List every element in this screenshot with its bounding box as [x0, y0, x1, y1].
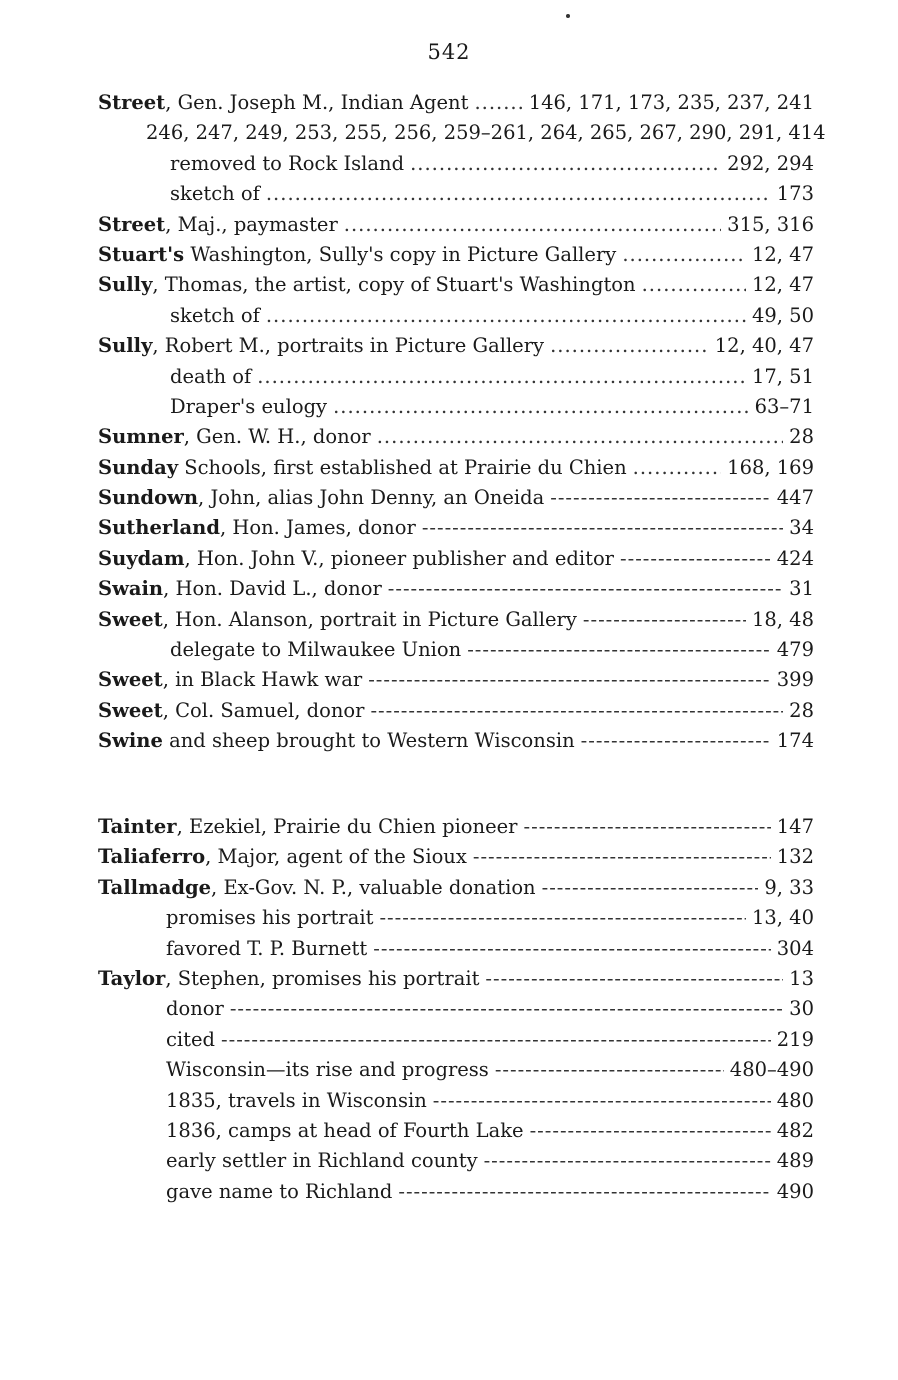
- index-entry: [98, 513, 814, 543]
- entry-description: , Robert M., portraits in Picture Gallery: [152, 334, 545, 358]
- entry-description: 246, 247, 249, 253, 255, 256, 259–261, 264, 265, 267, 290, 291, 414: [146, 121, 826, 145]
- dot-leader: [633, 453, 722, 483]
- entry-text: [166, 1055, 489, 1085]
- dot-leader: [344, 210, 721, 240]
- entry-headword: Sweet: [98, 668, 163, 692]
- index-entry: [98, 270, 814, 300]
- entry-description: , Hon. Alanson, portrait in Picture Gallery: [162, 607, 577, 631]
- entry-text: [98, 88, 468, 118]
- dot-leader: [484, 1146, 771, 1176]
- entry-description: cited: [166, 1027, 216, 1051]
- index-subentry: [98, 1177, 814, 1207]
- entry-text: [98, 240, 616, 270]
- entry-headword: Swain: [98, 577, 164, 601]
- entry-page-numbers: 399: [776, 668, 814, 692]
- dot-leader: [467, 635, 771, 665]
- entry-description: Draper's eulogy: [170, 394, 328, 418]
- entry-text: [98, 812, 518, 842]
- entry-page-numbers: 132: [776, 845, 814, 869]
- entry-description: , Hon. John V., pioneer publisher and editor: [184, 546, 615, 570]
- index-subentry: [98, 1116, 814, 1146]
- entry-text: [98, 842, 467, 872]
- entry-description: , Hon. David L., donor: [163, 577, 382, 601]
- entry-description: , Thomas, the artist, copy of Stuart's Washington: [152, 273, 636, 297]
- entry-headword: Sutherland: [98, 516, 220, 540]
- entry-headword: Swine: [98, 729, 163, 753]
- entry-text: [98, 696, 364, 726]
- entry-text: [98, 210, 338, 240]
- entry-text: [170, 362, 251, 392]
- entry-text: [166, 1086, 427, 1116]
- entry-text: [166, 903, 373, 933]
- entry-page-numbers: 9, 33: [764, 875, 814, 899]
- entry-description: , Stephen, promises his portrait: [165, 966, 480, 990]
- dot-leader: [370, 696, 783, 726]
- index-entry: [98, 665, 814, 695]
- entry-text: [98, 574, 382, 604]
- entry-page-numbers: 304: [776, 936, 814, 960]
- entry-text: [166, 1146, 478, 1176]
- entry-page-numbers: 12, 47: [751, 242, 814, 266]
- entry-description: sketch of: [170, 303, 260, 327]
- dot-leader: [257, 362, 746, 392]
- entry-headword: Tainter: [98, 815, 177, 838]
- entry-description: Wisconsin—its rise and progress: [166, 1058, 489, 1082]
- index-entry: [98, 240, 814, 270]
- entry-page-numbers: 49, 50: [751, 303, 814, 327]
- entry-headword: Taylor: [98, 966, 166, 990]
- entry-text: [98, 964, 479, 994]
- entry-text: [170, 392, 327, 422]
- entry-description: gave name to Richland: [166, 1179, 393, 1203]
- page-number: 542: [427, 40, 471, 64]
- index-entry: [98, 483, 814, 513]
- dot-leader: [266, 179, 771, 209]
- dot-leader: [373, 934, 771, 964]
- entry-description: promises his portrait: [166, 906, 374, 930]
- entry-text: [170, 635, 461, 665]
- entry-description: Schools, first established at Prairie du Chien: [178, 455, 627, 479]
- index-entry: [98, 726, 814, 756]
- entry-description: and sheep brought to Western Wisconsin: [162, 729, 575, 753]
- index-subentry: [98, 362, 814, 392]
- entry-description: 1836, camps at head of Fourth Lake: [166, 1118, 524, 1142]
- dot-leader: [485, 964, 783, 994]
- index-entry: [98, 964, 814, 994]
- entry-description: removed to Rock Island: [170, 151, 405, 175]
- index-subentry: [98, 635, 814, 665]
- index-subentry: [98, 994, 814, 1024]
- index-entry: [98, 88, 814, 118]
- dot-leader: [221, 1025, 771, 1055]
- entry-headword: Sunday: [98, 455, 179, 479]
- index-entry: [98, 422, 814, 452]
- entry-description: 1835, travels in Wisconsin: [166, 1088, 427, 1112]
- entry-description: death of: [170, 364, 252, 388]
- index-subentry: [98, 934, 814, 964]
- entry-description: donor: [166, 997, 224, 1021]
- dot-leader: [530, 1116, 771, 1146]
- index-entry: [98, 605, 814, 635]
- entry-page-numbers: 489: [776, 1149, 814, 1173]
- entry-text: [98, 453, 627, 483]
- dot-leader: [368, 665, 771, 695]
- entry-page-numbers: 34: [789, 516, 814, 540]
- dot-leader: [398, 1177, 770, 1207]
- entry-headword: Street: [98, 212, 166, 236]
- index-entry: [98, 331, 814, 361]
- dot-leader: [473, 842, 771, 872]
- entry-headword: Suydam: [98, 546, 185, 570]
- dot-leader: [377, 422, 783, 452]
- entry-page-numbers: 292, 294: [727, 151, 814, 175]
- entry-description: , Maj., paymaster: [165, 212, 338, 236]
- entry-page-numbers: 174: [776, 729, 814, 753]
- dot-leader: [422, 513, 783, 543]
- entry-page-numbers: 17, 51: [751, 364, 814, 388]
- index-entry: [98, 544, 814, 574]
- index-entry: [98, 210, 814, 240]
- entry-text: [98, 422, 371, 452]
- dot-leader: [550, 483, 771, 513]
- entry-page-numbers: 12, 40, 47: [714, 334, 814, 358]
- entry-description: early settler in Richland county: [166, 1149, 478, 1173]
- index-subentry: [98, 149, 814, 179]
- dot-leader: [333, 392, 749, 422]
- entry-page-numbers: 482: [776, 1118, 814, 1142]
- entry-description: , Ezekiel, Prairie du Chien pioneer: [176, 815, 518, 838]
- dot-leader: [266, 301, 746, 331]
- entry-headword: Sully: [98, 334, 153, 358]
- entry-text: [170, 301, 260, 331]
- index-entry: [98, 696, 814, 726]
- entry-headword: Taliaferro: [98, 845, 206, 869]
- entry-text: [98, 726, 575, 756]
- entry-text: [170, 179, 260, 209]
- entry-page-numbers: 480–490: [729, 1058, 814, 1082]
- entry-text: [166, 1116, 524, 1146]
- entry-text: [166, 1025, 215, 1055]
- entry-page-numbers: 424: [776, 546, 814, 570]
- entry-description: , Gen. Joseph M., Indian Agent: [165, 91, 469, 114]
- entry-description: , Hon. James, donor: [219, 516, 416, 540]
- entry-text: [170, 149, 404, 179]
- entry-page-numbers: 147: [776, 815, 814, 838]
- dot-leader: [642, 270, 746, 300]
- entry-headword: Sully: [98, 273, 153, 297]
- entry-text: [166, 1177, 392, 1207]
- entry-headword: Sumner: [98, 425, 184, 449]
- index-subentry: [98, 1055, 814, 1085]
- dot-leader: [581, 726, 771, 756]
- print-speck: [566, 14, 570, 18]
- index-section-s: [98, 88, 826, 757]
- entry-description: favored T. P. Burnett: [166, 936, 368, 960]
- dot-leader: [524, 812, 771, 842]
- entry-description: , Ex-Gov. N. P., valuable donation: [211, 875, 536, 899]
- dot-leader: [622, 240, 746, 270]
- entry-description: delegate to Milwaukee Union: [170, 638, 462, 662]
- entry-text: [146, 118, 826, 148]
- dot-leader: [388, 574, 783, 604]
- index-entry: [98, 873, 814, 903]
- index-entry: [98, 574, 814, 604]
- entry-page-numbers: 31: [789, 577, 814, 601]
- entry-text: [98, 513, 416, 543]
- index-entry-continuation: [98, 118, 826, 148]
- index-entry: [98, 812, 814, 842]
- entry-page-numbers: 315, 316: [727, 212, 814, 236]
- entry-description: , Major, agent of the Sioux: [205, 845, 467, 869]
- entry-text: [98, 331, 544, 361]
- dot-leader: [495, 1055, 724, 1085]
- entry-text: [98, 483, 544, 513]
- entry-page-numbers: 490: [776, 1179, 814, 1203]
- entry-text: [166, 934, 367, 964]
- entry-headword: Street: [98, 91, 166, 114]
- dot-leader: [379, 903, 746, 933]
- dot-leader: [620, 544, 771, 574]
- index-subentry: [98, 1086, 814, 1116]
- entry-text: [98, 544, 614, 574]
- dot-leader: [474, 88, 522, 118]
- entry-page-numbers: 28: [789, 425, 814, 449]
- entry-headword: Sweet: [98, 698, 163, 722]
- entry-page-numbers: 30: [789, 997, 814, 1021]
- entry-headword: Stuart's: [98, 242, 185, 266]
- entry-description: sketch of: [170, 182, 260, 206]
- index-entry: [98, 453, 814, 483]
- entry-text: [98, 665, 362, 695]
- entry-page-numbers: 479: [776, 638, 814, 662]
- dot-leader: [550, 331, 709, 361]
- entry-page-numbers: 28: [789, 698, 814, 722]
- entry-description: , Col. Samuel, donor: [162, 698, 365, 722]
- entry-page-numbers: 12, 47: [751, 273, 814, 297]
- entry-page-numbers: 13, 40: [751, 906, 814, 930]
- entry-text: [98, 605, 577, 635]
- entry-page-numbers: 168, 169: [727, 455, 814, 479]
- entry-page-numbers: 18, 48: [751, 607, 814, 631]
- index-subentry: [98, 392, 814, 422]
- dot-leader: [230, 994, 783, 1024]
- index-subentry: [98, 301, 814, 331]
- entry-text: [166, 994, 224, 1024]
- entry-description: , John, alias John Denny, an Oneida: [198, 486, 545, 510]
- entry-page-numbers: 480: [776, 1088, 814, 1112]
- index-subentry: [98, 903, 814, 933]
- entry-page-numbers: 173: [776, 182, 814, 206]
- index-section-t: [98, 812, 814, 1207]
- index-entry: [98, 842, 814, 872]
- entry-headword: Sweet: [98, 607, 163, 631]
- index-subentry: [98, 179, 814, 209]
- dot-leader: [433, 1086, 771, 1116]
- dot-leader: [410, 149, 721, 179]
- dot-leader: [583, 605, 746, 635]
- dot-leader: [542, 873, 759, 903]
- entry-text: [98, 270, 636, 300]
- entry-page-numbers: 13: [789, 966, 814, 990]
- index-subentry: [98, 1146, 814, 1176]
- entry-page-numbers: 219: [776, 1027, 814, 1051]
- entry-headword: Sundown: [98, 486, 199, 510]
- index-subentry: [98, 1025, 814, 1055]
- entry-page-numbers: 447: [776, 486, 814, 510]
- entry-description: , Gen. W. H., donor: [183, 425, 371, 449]
- entry-description: , in Black Hawk war: [162, 668, 363, 692]
- entry-headword: Tallmadge: [98, 875, 212, 899]
- entry-page-numbers: 63–71: [754, 394, 814, 418]
- entry-description: Washington, Sully's copy in Picture Gallery: [184, 242, 617, 266]
- entry-page-numbers: 146, 171, 173, 235, 237, 241: [528, 91, 814, 114]
- entry-text: [98, 873, 536, 903]
